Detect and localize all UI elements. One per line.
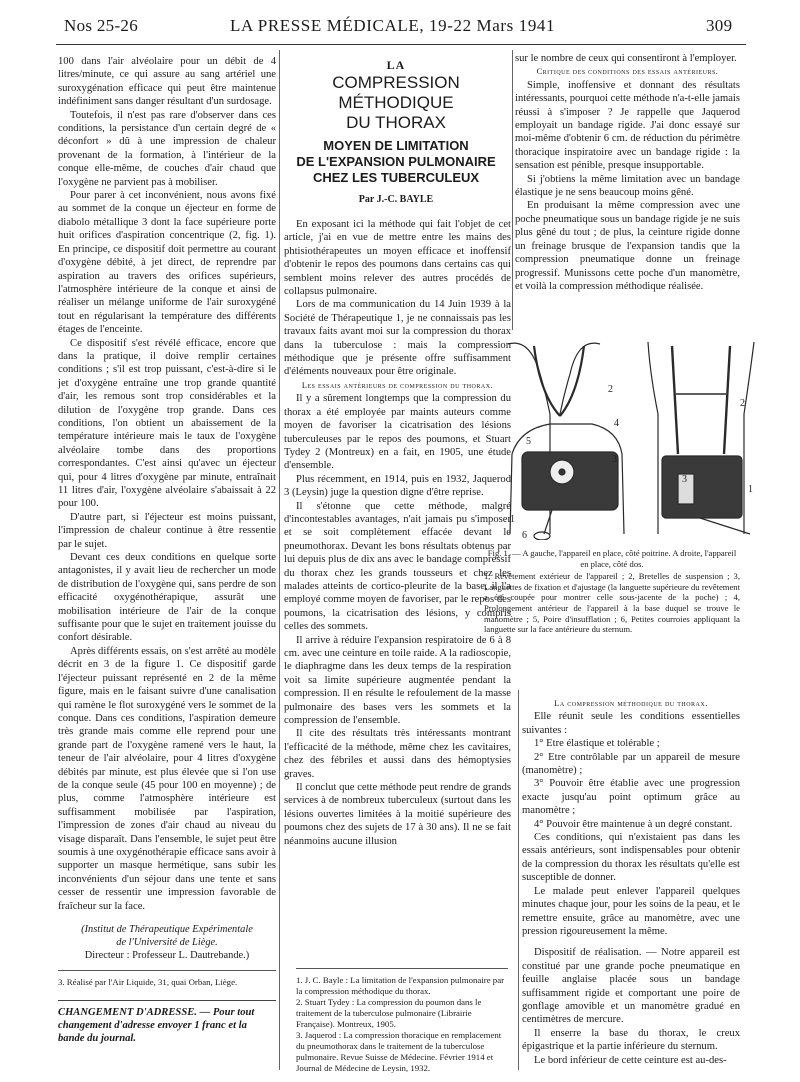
strap-left [534,346,560,416]
article-title-block [282,58,510,205]
column-1 [58,55,276,988]
paragraph: Pour parer à cet inconvénient, nous avons fixé au sommet de la conque un éjecteur en forme de diabolo métallique 3 dont la face supérieure porte huit orifices d'aspiration concentrique (2, fig. 1). En principe, ce dispositif doit permettre au courant d'oxygène débité, à jet direct, de reprendre par aspiration au travers des orifices supérieurs, l'atmosphère intérieure de la conque et ainsi de réaliser un mélange uniforme de l'air suroxygéné tout en régularisant la température des différents étages de l'enceinte. [58,190,276,336]
running-header [0,0,800,42]
column-2 [284,218,511,848]
paragraph: Après différents essais, on s'est arrêté au modèle décrit en 3 de la figure 1. Ce dispositif garde l'éjecteur puissant représenté en 2 de la même figure, mais en le faisant suivre d'une canalisation qui ramène le flot suroxygéné vers le sommet de la conque. Dans ces conditions, l'aspiration demeure très grande mais comme elle reprend pour une grande part de l'oxygène ramené vers le haut, la teneur de l'air alvéolaire, pour 4 litres d'oxygène débités par minute, est plus élevée que si l'on use de la conque seule (45 pour 100 en moyenne) ; de plus, comme l'atmosphère intérieure est suffisamment mobilisée par l'aspiration, l'impression de zones d'air chaud au niveau du visage disparaît. Dans l'ensemble, le sujet peut être soumis à une oxygénothérapie efficace sans avoir à supporter un masque hermétique, sans subir les inconvénients d'un séjour dans une tente et sans cesser de ressentir une impression favorable de fraîcheur sur la face. [58,645,276,912]
fig-label: 6 [522,530,527,540]
fig-label: 2 [608,384,613,395]
compression-belt-back [662,456,742,518]
author: Par J.-C. BAYLE [358,194,434,205]
fig-label: 3 [612,454,617,465]
paragraph: Simple, inoffensive et donnant des résultats intéressants, pourquoi cette méthode n'a-t-elle jamais réussi à s'imposer ? Je rappelle que Jaquerod employait un bandage rigide. J'ai donc essayé sur moi-même d'obtenir 6 cm. de réduction du périmètre thoracique inspiratoire avec un bandage rigide : la sensation est pénible, presque insupportable. [515,79,740,172]
paragraph: Dispositif de réalisation. — Notre appareil est constitué par une grande poche pneumatique en feuille anglaise placée sous un bandage suffisamment rigide et comportant une poire de gonflage amovible et un manomètre gradué en centimètres de mercure. [522,947,740,1026]
list-item: 3° Pouvoir être établie avec une progression exacte jusqu'au point optimum grâce au manomètre ; [522,778,740,817]
column-3 [515,52,740,293]
page-number: 309 [706,16,733,35]
paragraph: Si j'obtiens la même limitation avec un bandage élastique je ne sens beaucoup moins gêné. [515,173,740,199]
paragraph: Il enserre la base du thorax, le creux épigastrique et la partie inférieure du sternum. [522,1027,740,1053]
header-rule [56,44,746,45]
section-heading: Les essais antérieurs de compression du thorax. [301,380,494,390]
paragraph: Plus récemment, en 1914, puis en 1932, Jaquerod 3 (Leysin) juge la question digne d'être reprise. [284,473,511,499]
fig-label: 3 [682,474,687,485]
strap-back-left [672,346,678,454]
section-heading: Critique des conditions des essais antérieurs. [536,67,719,77]
issue-number: Nos 25-26 [64,16,139,35]
paragraph: Il cite des résultats très intéressants montrant l'efficacité de la méthode, même chez les cavitaires, chez des fébriles et aussi dans des hémoptysies graves. [284,728,511,780]
column-4 [522,697,740,1067]
paragraph: D'autre part, si l'éjecteur est moins puissant, l'impression de chaleur continue à être ressentie par le sujet. [58,511,276,550]
title-line-2: DU THORAX [346,113,446,132]
fig-label: 4 [614,418,619,429]
apparatus-figure [500,334,760,540]
paragraph: Le malade peut enlever l'appareil quelques minutes chaque jour, pour les soins de la peau, et le remettre ensuite, grâce au manomètre, avec une pression rigoureusement la même. [522,885,740,937]
back-outline [648,342,658,534]
fig-label: 5 [526,436,531,447]
paragraph: Il s'étonne que cette méthode, malgré d'incontestables avantages, n'ait jamais pu s'imposer et se soit complètement effacée devant le pneumothorax. Devant les bons résultats obtenus par lui depuis plus de dix ans avec le bandage compressif du thorax chez les grands tousseurs et chez les malades atteints de cortico-pleurite de la base, il l'a employé comme moyen de favoriser, par le repos des poumons, la cicatrisation des lésions, y compris celles des sommets. [284,500,511,633]
list-item: 1° Etre élastique et tolérable ; [534,738,660,750]
notice-rule [58,1000,276,1001]
paragraph: Devant ces deux conditions en quelque sorte antagonistes, il y avait lieu de rechercher un mode de distribution de l'oxygène qui, sans perdre de son efficacité oxygénothérapique, assurât une mobilisation intérieure de l'air de la conque suffisante pour que le sujet en traitement jouisse du confort désirable. [58,552,276,644]
paragraph: sur le nombre de ceux qui consentiront à l'employer. [515,53,737,64]
title-article: LA [386,58,406,72]
section-heading: La compression méthodique du thorax. [554,699,708,708]
fig-label: 2 [740,398,745,409]
footnote: 2. Stuart Tydey : La compression du poumon dans le traitement de la tuberculose pulmonaire (Librairie Française). Montreux, 1905. [296,997,482,1029]
fig-label: 1 [510,514,515,525]
footnote: 3. Jaquerod : La compression thoracique en remplacement du pneumothorax dans le traitement de la tuberculose pulmonaire. Revue Suisse de Médecine. Février 1914 et Journal de Médecine de Leysin, 1932. [296,1030,502,1073]
figure-caption: Fig. 1. — A gauche, l'appareil en place, côté poitrine. A droite, l'appareil en place, côté dos. 1, Revêtement extérieur de l'appareil ; 2, Bretelles de suspension ; 3, Languettes de fixation et d'ajustage (la languette supérieure du revêtement a été coupée pour montrer celle sous-jacente de la poche) ; 4, Prolongement antérieur de l'appareil à la base duquel se trouve le manomètre ; 5, Poire d'insufflation ; 6, Petites courroies appliquant la languette sur la face antérieure du sternum. [484,548,740,635]
paragraph: Il arrive à réduire l'expansion respiratoire de 6 à 8 cm. avec une ceinture en toile raide. A la radioscopie, le diaphragme dans les deux temps de la respiration voit sa limite supérieure augmentée pendant la compression. Il en résulte le refoulement de la masse pulmonaire des bases vers les sommets et la compression de l'ensemble. [284,634,511,727]
paragraph: 100 dans l'air alvéolaire pour un débit de 4 litres/minute, ce qui assure au sang artériel une suroxygénation efficace qui peut être maintenue indéfiniment sans danger résultant d'un surdosage. [58,56,276,108]
paragraph: Il y a sûrement longtemps que la compression du thorax a été employée par maints auteurs comme moyen de favoriser la cicatrisation des lésions tuberculeuses par le repos des poumons, et Stuart Tydey 2 (Montreux) en a fait, en 1905, une étude d'ensemble. [284,393,511,472]
paragraph: Ces conditions, qui n'existaient pas dans les essais antérieurs, sont indispensables pour obtenir de la compression du thorax les résultats qu'elle est susceptible de donner. [522,832,740,884]
column-divider [512,50,513,330]
list-item: 4° Pouvoir être maintenue à un degré constant. [534,818,733,830]
paragraph: Le bord inférieur de cette ceinture est au-des- [534,1054,727,1066]
institution-note: (Institut de Thérapeutique Expérimentale de l'Université de Liège. Directeur : Professeur L. Dautrebande.) [81,924,253,961]
list-item: 2° Etre contrôlable par un appareil de mesure (manomètre) ; [522,751,740,777]
column-divider [279,50,280,1070]
footnote: 1. J. C. Bayle : La limitation de l'expansion pulmonaire par la compression méthodique du thorax. [296,975,505,996]
paragraph: Il conclut que cette méthode peut rendre de grands services à de nombreux tuberculeux (surtout dans les lésions ouvertes limitées à la moitié supérieure des poumons chez des sujets de 17 à 30 ans). Il ne se fait néanmoins aucune illusion [284,782,511,847]
footnote: 3. Réalisé par l'Air Liquide, 31, quai Orban, Liège. [58,977,238,987]
paragraph: En exposant ici la méthode qui fait l'objet de cet article, j'ai en vue de mettre entre les mains des phtisiothérapeutes un moyen efficace et inoffensif d'obtenir le repos des poumons dans certains cas qui semblent moins relever des autres procédés de collapsus pulmonaire. [284,219,511,298]
subtitle: MOYEN DE LIMITATION DE L'EXPANSION PULMONAIRE CHEZ LES TUBERCULEUX [296,138,496,185]
footnotes [296,968,508,1074]
footnote-rule [58,970,276,971]
title-line-1: COMPRESSION MÉTHODIQUE [332,73,460,112]
paragraph: Ce dispositif s'est révélé efficace, encore que dans la pratique, il doive remplir certaines conditions ; s'il est trop puissant, c'est-à-dire si le jet d'oxygène entraîne une trop grande quantité d'air, les remous sont trop considérables et la dilution de l'oxygène trop grande. Dans ces conditions, l'on obtient un abaissement de la température intérieure mais le taux de l'oxygène alvéolaire tombe dans des proportions correspondantes. C'est ainsi qu'avec un éjecteur qui, pour 4 litres d'oxygène par minute, entraînait 11 litres d'air, l'oxygène alvéolaire s'abaissait à 22 pour 100. [58,337,276,510]
paragraph: Lors de ma communication du 14 Juin 1939 à la Société de Thérapeutique 1, je ne connaissais pas les travaux faits avant moi sur la compression du thorax dans la tuberculose : mais la compression méthodique que je présente offre suffisamment d'éléments nouveaux pour être originale. [284,299,511,378]
paragraph: Elle réunit seule les conditions essentielles suivantes : [522,711,740,736]
paragraph: Toutefois, il n'est pas rare d'observer dans ces conditions, la persistance d'un certain degré de « déconfort » dû à une impression de chaleur provenant de la formation, à l'intérieur de la conque elle-même, de couches d'air chaud que l'oxygène ne parvient pas à mobiliser. [58,109,276,188]
paragraph: En produisant la même compression avec une poche pneumatique sous un bandage rigide je ne suis plus gêné du tout ; de plus, la ceinture rigide donne un freinage brusque de l'expansion tandis que la compression pneumatique donne un freinage progressif. Munissons cette poche d'un manomètre, et voilà la compression méthodique réalisée. [515,200,740,292]
address-change-notice: CHANGEMENT D'ADRESSE. — Pour tout changement d'adresse envoyer 1 franc et la bande du journal. [58,1007,255,1044]
column-divider [518,690,519,1070]
journal-title: LA PRESSE MÉDICALE, 19-22 Mars 1941 [230,16,556,35]
insufflation-bulb [534,532,550,540]
fig-label: 1 [748,484,753,495]
